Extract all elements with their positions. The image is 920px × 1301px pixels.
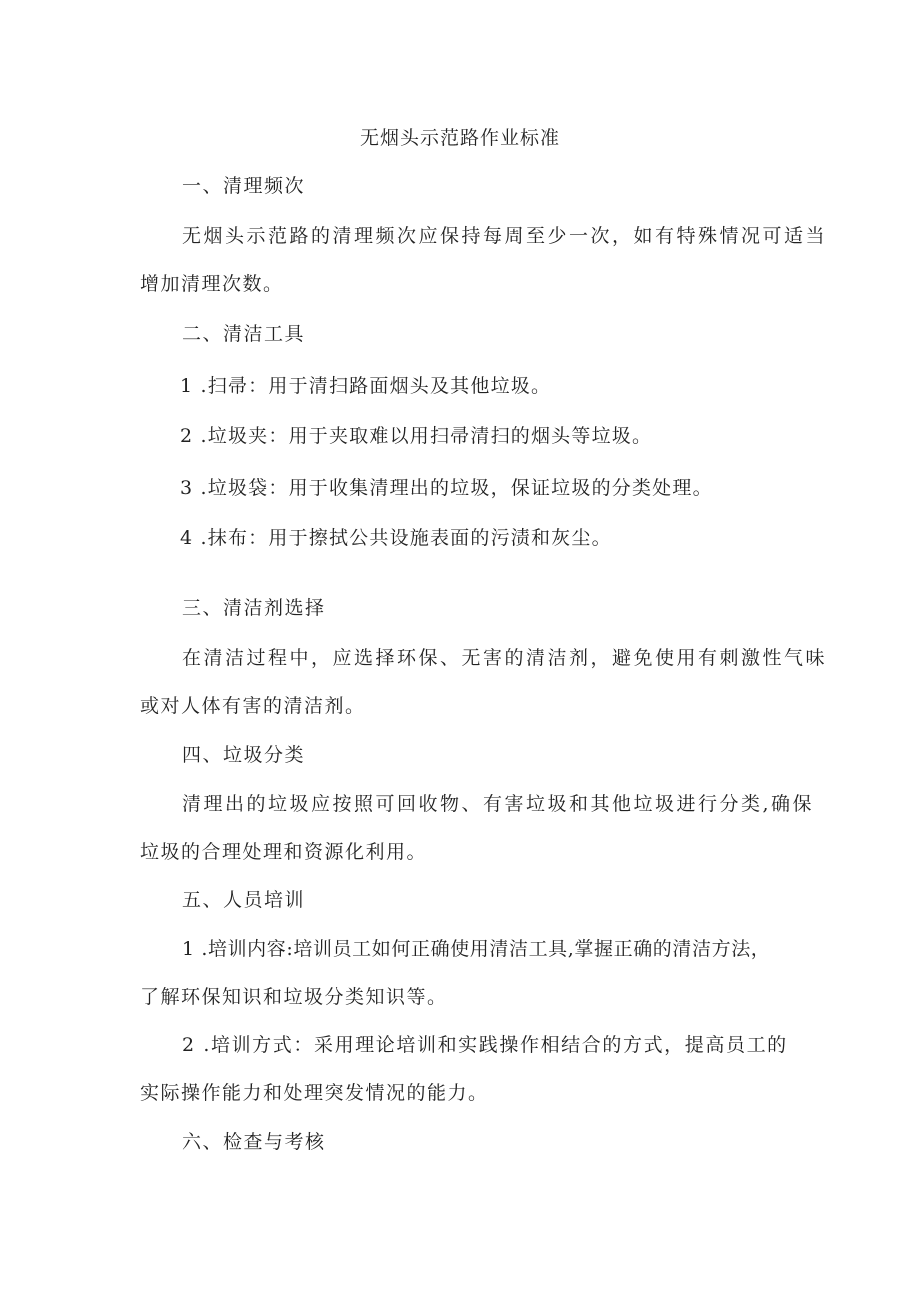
paragraph-sorting-line-1: 清理出的垃圾应按照可回收物、有害垃圾和其他垃圾进行分类,确保 (182, 793, 815, 815)
paragraph-cleaner-line-1: 在清洁过程中，应选择环保、无害的清洁剂，避免使用有刺激性气味 (182, 647, 828, 669)
section-heading-cleaner: 三、清洁剂选择 (182, 597, 326, 619)
list-item-broom: 1 .扫帚：用于清扫路面烟头及其他垃圾。 (180, 375, 552, 397)
section-heading-frequency: 一、清理频次 (182, 175, 306, 197)
document-title: 无烟头示范路作业标准 (359, 127, 560, 149)
list-item-rag: 4 .抹布：用于擦拭公共设施表面的污渍和灰尘。 (180, 527, 612, 549)
list-item-training-content-line-1: 1 .培训内容:培训员工如何正确使用清洁工具,掌握正确的清洁方法， (182, 938, 771, 960)
paragraph-frequency-line-2: 增加清理次数。 (140, 273, 284, 295)
list-item-trash-bag: 3 .垃圾袋：用于收集清理出的垃圾，保证垃圾的分类处理。 (180, 477, 713, 499)
paragraph-cleaner-line-2: 或对人体有害的清洁剂。 (140, 695, 366, 717)
paragraph-sorting-line-2: 垃圾的合理处理和资源化利用。 (140, 841, 428, 863)
list-item-training-method-line-1: 2 .培训方式：采用理论培训和实践操作相结合的方式，提高员工的 (182, 1034, 788, 1056)
section-heading-training: 五、人员培训 (182, 889, 306, 911)
list-item-training-method-line-2: 实际操作能力和处理突发情况的能力。 (140, 1082, 489, 1104)
paragraph-frequency-line-1: 无烟头示范路的清理频次应保持每周至少一次，如有特殊情况可适当 (182, 225, 828, 247)
list-item-trash-clamp: 2 .垃圾夹：用于夹取难以用扫帚清扫的烟头等垃圾。 (180, 425, 653, 447)
list-item-training-content-line-2: 了解环保知识和垃圾分类知识等。 (140, 986, 448, 1008)
section-heading-tools: 二、清洁工具 (182, 323, 306, 345)
section-heading-sorting: 四、垃圾分类 (182, 744, 306, 766)
section-heading-inspection: 六、检查与考核 (182, 1131, 326, 1153)
